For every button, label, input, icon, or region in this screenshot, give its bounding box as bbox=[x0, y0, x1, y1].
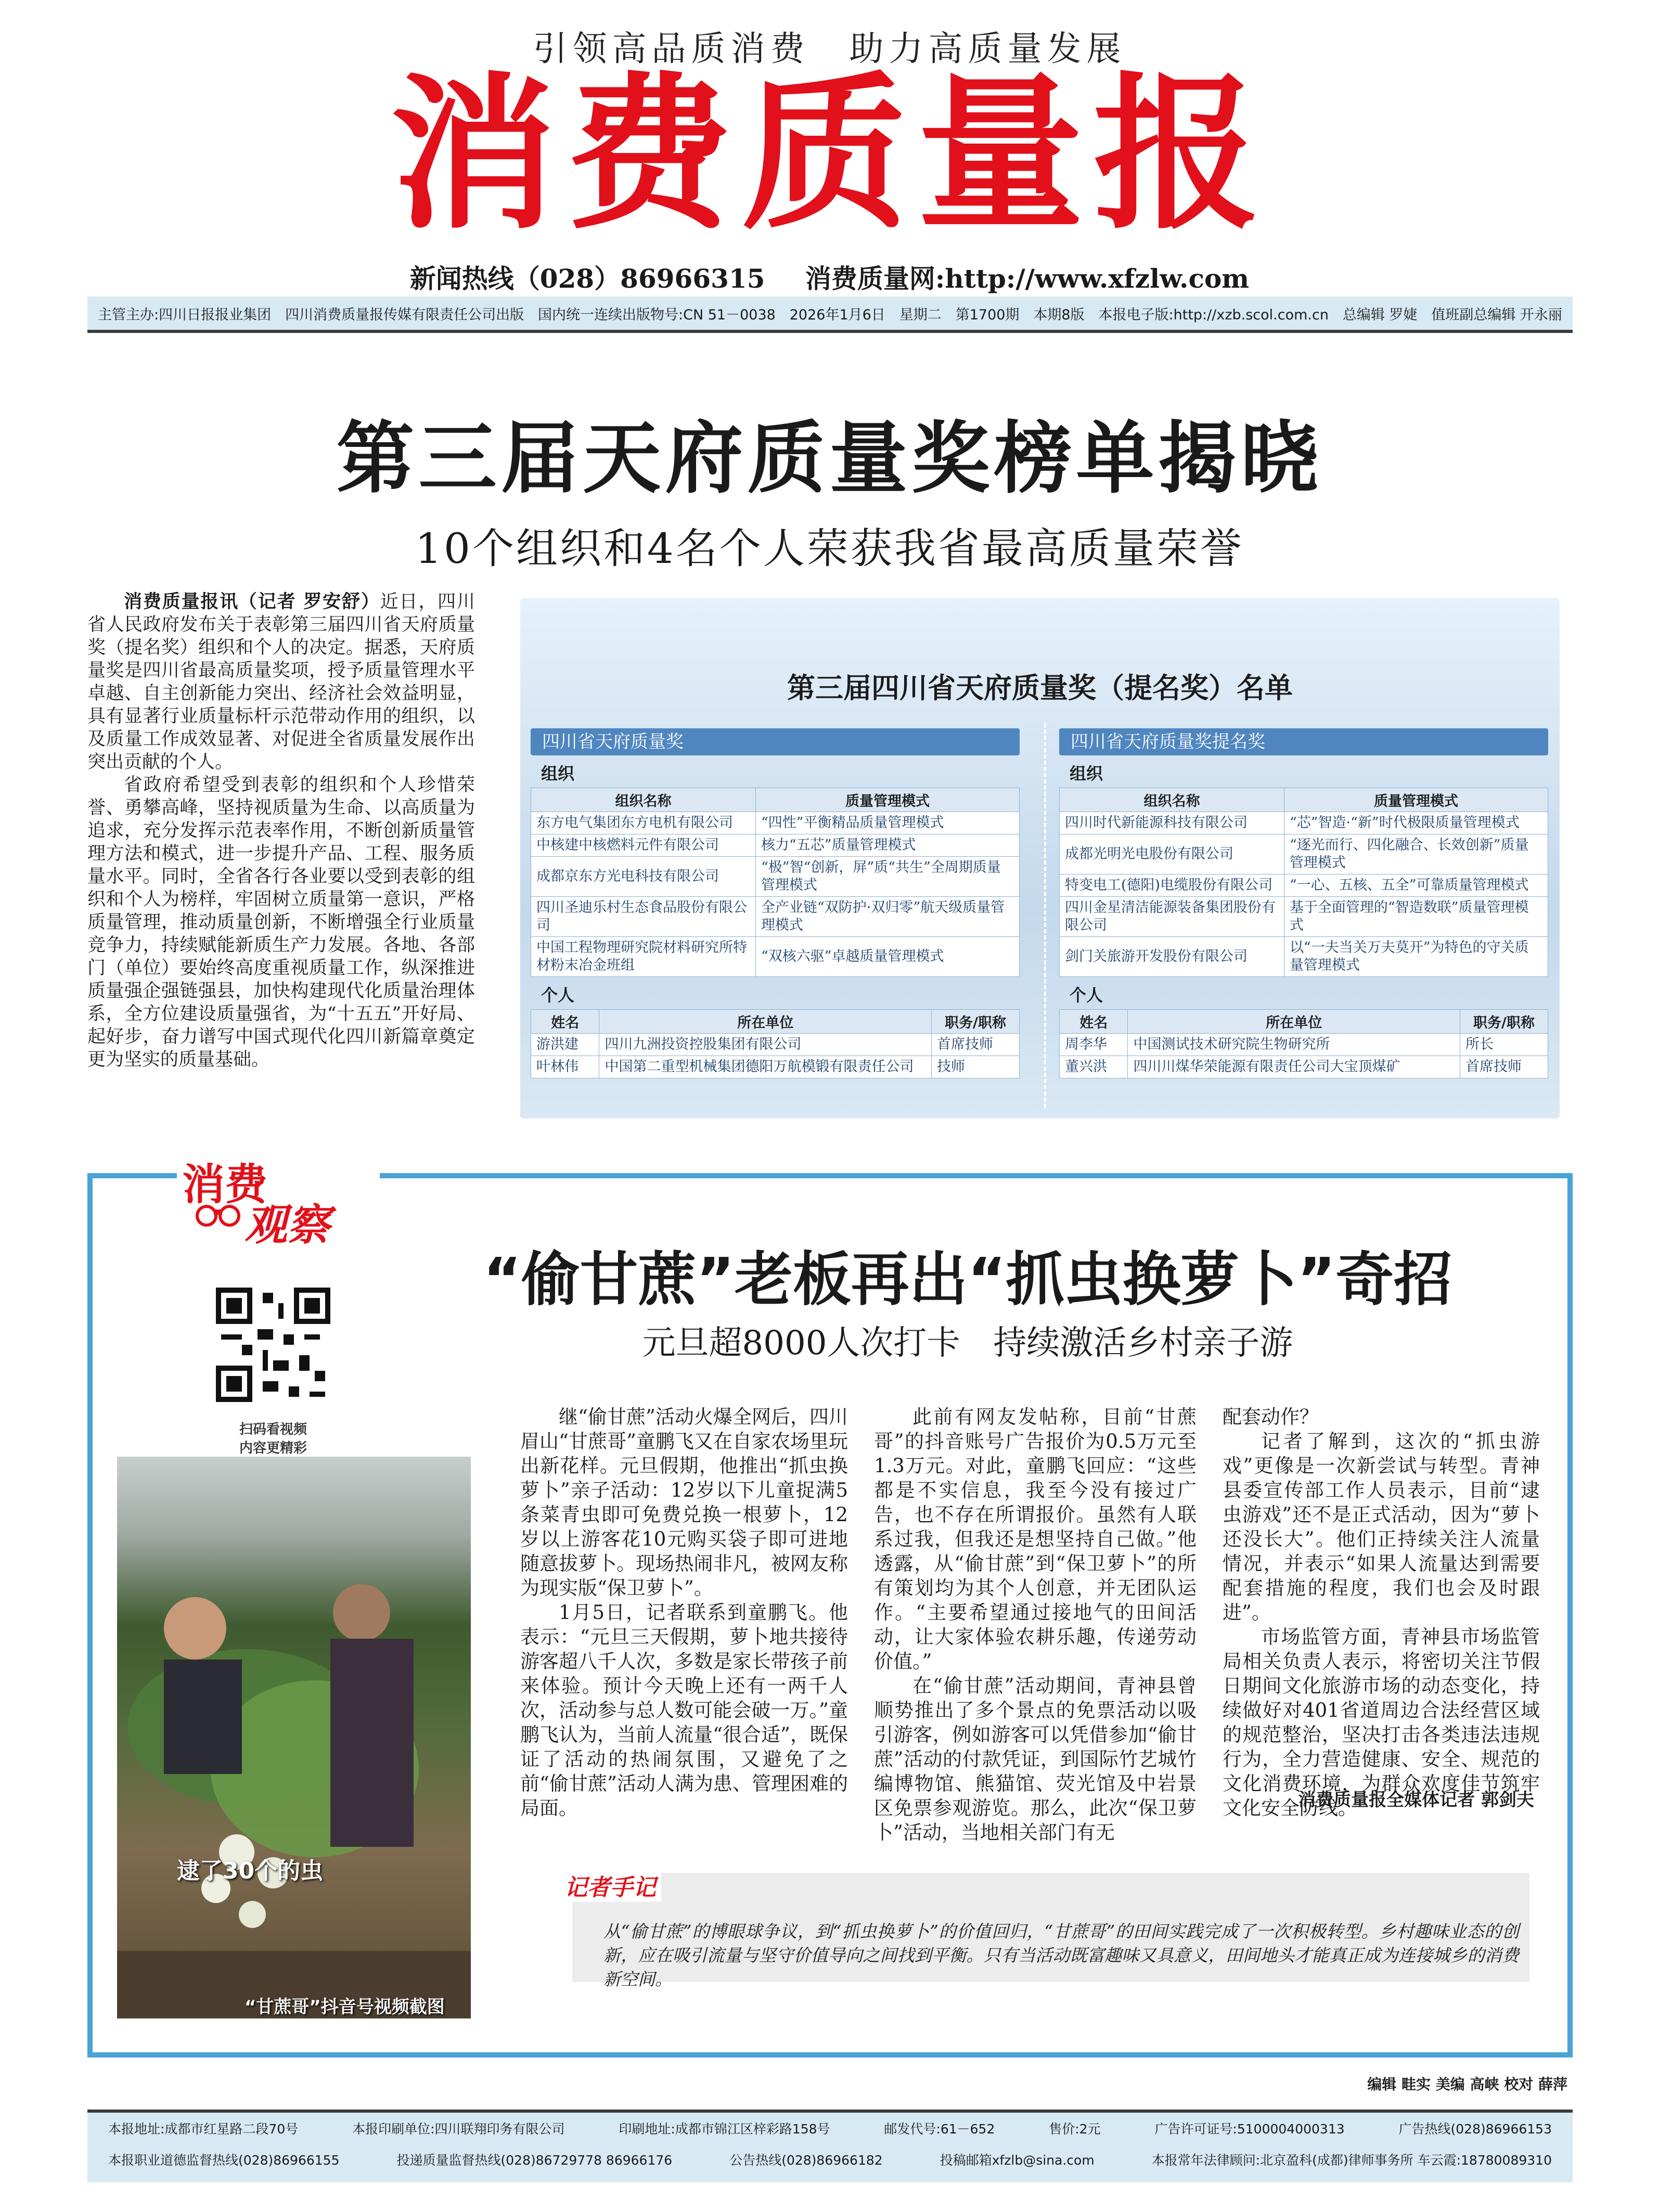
roster-title: 第三届四川省天府质量奖（提名奖）名单 bbox=[787, 671, 1293, 704]
org-name: 剑门关旅游开发股份有限公司 bbox=[1060, 937, 1284, 977]
org-mode: 全产业链“双防护·双归零”航天级质量管理模式 bbox=[755, 897, 1019, 937]
col-header: 职务/职称 bbox=[931, 1010, 1019, 1034]
person-unit: 四川川煤华荣能源有限责任公司大宝顶煤矿 bbox=[1128, 1056, 1460, 1078]
story2-column-2 bbox=[874, 1405, 1197, 1845]
roster-nomination-column bbox=[1059, 728, 1548, 1078]
story2-headline: “偷甘蔗”老板再出“抓虫换萝卜”奇招 bbox=[483, 1246, 1452, 1314]
org-label: 组织 bbox=[541, 764, 575, 783]
person-name: 董兴洪 bbox=[1060, 1056, 1128, 1078]
person-unit: 中国测试技术研究院生物研究所 bbox=[1128, 1034, 1460, 1056]
footer-row bbox=[87, 2144, 1573, 2175]
col-header: 姓名 bbox=[1060, 1010, 1128, 1034]
slogan: 引领高品质消费 助力高质量发展 bbox=[533, 29, 1126, 69]
story2-paragraph: 记者了解到，这次的“抓虫游戏”更像是一次新尝试与转型。青神县委宣传部工作人员表示，目前“逮虫游戏”还不是正式活动，因为“萝卜还没长大”。他们正持续关注人流量情况，并表示“如果人流量达到需要配套措施的程度，我们也会及时跟进”。 bbox=[1223, 1430, 1540, 1624]
roster-divider bbox=[1044, 723, 1046, 1108]
org-name: 特变电工(德阳)电缆股份有限公司 bbox=[1060, 874, 1284, 897]
footer-email[interactable]: 投稿邮箱xfzlb@sina.com bbox=[940, 2153, 1095, 2168]
reporter-notes-tag: 记者手记 bbox=[559, 1869, 661, 1902]
award-heading: 四川省天府质量奖 bbox=[531, 728, 1020, 755]
nomination-person-table bbox=[1059, 1009, 1548, 1078]
footer-legal-counsel: 本报常年法律顾问:北京盈科(成都)律师事务所 车云霞:18780089310 bbox=[1151, 2153, 1552, 2168]
org-name: 中国工程物理研究院材料研究所特材粉末冶金班组 bbox=[531, 937, 756, 977]
person-label: 个人 bbox=[1070, 985, 1103, 1005]
story1-subhead: 10个组织和4名个人荣获我省最高质量荣誉 bbox=[415, 524, 1244, 573]
col-header: 姓名 bbox=[531, 1010, 599, 1034]
footer-notice-hotline: 公告热线(028)86966182 bbox=[729, 2153, 883, 2168]
person-label: 个人 bbox=[541, 985, 575, 1005]
editor-credits: 编辑 畦实 美编 高峡 校对 薛萍 bbox=[1367, 2076, 1567, 2093]
org-name: 东方电气集团东方电机有限公司 bbox=[531, 812, 756, 834]
contact-row bbox=[0, 258, 1659, 295]
table-row bbox=[1060, 1034, 1548, 1056]
nomination-org-table bbox=[1059, 788, 1548, 977]
qr-caption-line: 扫码看视频 bbox=[239, 1422, 307, 1437]
photo-caption: “甘蔗哥”抖音号视频截图 bbox=[245, 1997, 445, 2017]
story2-column-3 bbox=[1223, 1405, 1540, 1820]
table-row bbox=[1060, 834, 1548, 874]
person-name: 叶林伟 bbox=[531, 1056, 599, 1078]
person-unit: 中国第二重型机械集团德阳万航模锻有限责任公司 bbox=[599, 1056, 932, 1078]
nomination-heading: 四川省天府质量奖提名奖 bbox=[1059, 728, 1548, 755]
org-mode: 基于全面管理的“智造数联”质量管理模式 bbox=[1284, 897, 1548, 937]
org-name: 中核建中核燃料元件有限公司 bbox=[531, 834, 756, 857]
award-org-table bbox=[531, 788, 1020, 977]
binoculars-icon bbox=[195, 1199, 242, 1236]
website[interactable]: 消费质量网:http://www.xfzlw.com bbox=[805, 263, 1250, 294]
table-row bbox=[531, 1034, 1020, 1056]
footer-address: 本报地址:成都市红星路二段70号 bbox=[108, 2121, 299, 2137]
person-title: 首席技师 bbox=[1460, 1056, 1548, 1078]
org-mode: “四性”平衡精品质量管理模式 bbox=[755, 812, 1019, 834]
table-row bbox=[1060, 937, 1548, 977]
issue-date: 2026年1月6日 星期二 bbox=[789, 306, 942, 323]
story2-paragraph: 配套动作？ bbox=[1223, 1406, 1319, 1428]
story2-paragraph: 市场监管方面，青神县市场监管局相关负责人表示，将密切关注节假日期间文化旅游市场的动态变化，持续做好对401省道周边合法经营区域的规范整治，坚决打击各类违法违规行为，全力营造健康、安全、规范的文化消费环境，为群众欢度佳节筑牢文化安全防线。 bbox=[1223, 1626, 1540, 1819]
person-title: 所长 bbox=[1460, 1034, 1548, 1056]
org-mode: “双核六驱”卓越质量管理模式 bbox=[755, 937, 1019, 977]
story2-paragraph: 1月5日，记者联系到童鹏飞。他表示：“元旦三天假期，萝卜地共接待游客超八千人次，多数是家长带孩子前来体验。预计今天晚上还有一两千人次，活动参与总人数可能会破一万。”童鹏飞认为，当前人流量“很合适”，既保证了活动的热闹氛围，又避免了之前“偷甘蔗”活动人满为患、管理困难的局面。 bbox=[520, 1601, 848, 1819]
col-header: 组织名称 bbox=[1060, 788, 1284, 812]
footer-printer: 本报印刷单位:四川联翔印务有限公司 bbox=[352, 2121, 565, 2137]
table-row bbox=[1060, 897, 1548, 937]
org-name: 成都光明光电股份有限公司 bbox=[1060, 834, 1284, 874]
table-row bbox=[531, 897, 1020, 937]
newspaper-title: 消费质量报 bbox=[390, 58, 1269, 252]
footer-price: 售价:2元 bbox=[1049, 2121, 1101, 2137]
table-row bbox=[531, 812, 1020, 834]
org-mode: “芯”智造·“新”时代极限质量管理模式 bbox=[1284, 812, 1548, 834]
table-row bbox=[531, 1056, 1020, 1078]
column-tag-bottom: 观察 bbox=[245, 1200, 330, 1250]
story2-subhead: 元旦超8000人次打卡 持续激活乡村亲子游 bbox=[642, 1324, 1293, 1362]
footer-ad-license: 广告许可证号:5100004000313 bbox=[1154, 2121, 1345, 2137]
col-header: 职务/职称 bbox=[1460, 1010, 1548, 1034]
footer-ethics-hotline: 本报职业道德监督热线(028)86966155 bbox=[108, 2153, 340, 2168]
person-name: 周李华 bbox=[1060, 1034, 1128, 1056]
video-bubble-text: 逮了30个的虫 bbox=[177, 1858, 324, 1884]
col-header: 组织名称 bbox=[531, 788, 756, 812]
story2-paragraph: 在“偷甘蔗”活动期间，青神县曾顺势推出了多个景点的免票活动以吸引游客，例如游客可以凭借参加“偷甘蔗”活动的付款凭证，到国际竹艺城竹编博物馆、熊猫馆、荧光馆及中岩景区免票参观游览。那么，此次“保卫萝卜”活动，当地相关部门有无 bbox=[874, 1675, 1197, 1844]
sponsor-info: 主管主办:四川日报报业集团 四川消费质量报传媒有限责任公司出版 bbox=[98, 306, 524, 323]
org-mode: 以“一夫当关万夫莫开”为特色的守关质量管理模式 bbox=[1284, 937, 1548, 977]
qr-caption bbox=[198, 1420, 349, 1458]
news-hotline: 新闻热线（028）86966315 bbox=[409, 263, 765, 294]
org-mode: “一心、五核、五全”可靠质量管理模式 bbox=[1284, 874, 1548, 897]
table-row bbox=[531, 857, 1020, 897]
story2-paragraph: 此前有网友发帖称，目前“甘蔗哥”的抖音账号广告报价为0.5万元至1.3万元。对此，童鹏飞回应：“这些都是不实信息，我至今没有接过广告，也不存在所谓报价。虽然有人联系过我，但我还是想坚持自己做。”他透露，从“偷甘蔗”到“保卫萝卜”的所有策划均为其个人创意，并无团队运作。“主要希望通过接地气的田间活动，让大家体验农耕乐趣，传递劳动价值。” bbox=[874, 1406, 1197, 1673]
org-label: 组织 bbox=[1070, 764, 1103, 783]
story2-column-1 bbox=[520, 1405, 848, 1820]
col-header: 质量管理模式 bbox=[1284, 788, 1548, 812]
cn-number: 国内统一连续出版物号:CN 51－0038 bbox=[538, 306, 776, 323]
org-name: 四川圣迪乐村生态食品股份有限公司 bbox=[531, 897, 756, 937]
table-row bbox=[531, 937, 1020, 977]
issue-number: 第1700期 本期8版 bbox=[955, 306, 1085, 323]
video-screenshot-photo bbox=[117, 1457, 471, 2018]
footer-delivery-hotline: 投递质量监督热线(028)86729778 86966176 bbox=[396, 2153, 673, 2168]
col-header: 所在单位 bbox=[1128, 1010, 1460, 1034]
story1-paragraph: 消费质量报讯（记者 罗安舒）近日，四川省人民政府发布关于表彰第三届四川省天府质量奖（提名奖）组织和个人的决定。据悉，天府质量奖是四川省最高质量奖项，授予质量管理水平卓越、自主创新能力突出、经济社会效益明显，具有显著行业质量标杆示范带动作用的组织，以及质量工作成效显著、对促进全省质量发展作出突出贡献的个人。 bbox=[87, 591, 475, 773]
footer-row bbox=[87, 2113, 1573, 2144]
award-roster-panel bbox=[520, 598, 1560, 1118]
org-name: 四川时代新能源科技有限公司 bbox=[1060, 812, 1284, 834]
column-tag-top: 消费 bbox=[182, 1160, 268, 1210]
qr-caption-line: 内容更精彩 bbox=[239, 1441, 307, 1456]
story2-byline: 消费质量报全媒体记者 郭剑夫 bbox=[1298, 1790, 1534, 1810]
qr-code[interactable] bbox=[211, 1282, 336, 1407]
duty-editor: 值班副总编辑 开永丽 bbox=[1431, 306, 1562, 323]
org-name: 四川金星清洁能源装备集团股份有限公司 bbox=[1060, 897, 1284, 937]
col-header: 所在单位 bbox=[599, 1010, 932, 1034]
person-unit: 四川九洲投资控股集团有限公司 bbox=[599, 1034, 932, 1056]
story1-paragraph: 省政府希望受到表彰的组织和个人珍惜荣誉、勇攀高峰，坚持视质量为生命、以高质量为追求，充分发挥示范表率作用，不断创新质量管理方法和模式，进一步提升产品、工程、服务质量水平。同时，全省各行各业要以受到表彰的组织和个人为榜样，牢固树立质量第一意识，严格质量管理，推动质量创新，不断增强全行业质量竞争力，持续赋能新质生产力发展。各地、各部门（单位）要始终高度重视质量工作，纵深推进质量强企强链强县，加快构建现代化质量治理体系，全方位建设质量强省，为“十五五”开好局、起好步，奋力谱写中国式现代化四川新篇章奠定更为坚实的质量基础。 bbox=[87, 775, 475, 1070]
table-row bbox=[1060, 812, 1548, 834]
footer-ad-hotline: 广告热线(028)86966153 bbox=[1398, 2121, 1552, 2137]
story1-body bbox=[87, 590, 475, 1071]
award-person-table bbox=[531, 1009, 1020, 1078]
table-row bbox=[531, 834, 1020, 857]
story1-headline: 第三届天府质量奖榜单揭晓 bbox=[336, 414, 1323, 504]
person-name: 游洪建 bbox=[531, 1034, 599, 1056]
table-row bbox=[1060, 874, 1548, 897]
story2-paragraph: 继“偷甘蔗”活动火爆全网后，四川眉山“甘蔗哥”童鹏飞又在自家农场里玩出新花样。元旦假期，他推出“抓虫换萝卜”亲子活动：12岁以下儿童捉满5条菜青虫即可免费兑换一根萝卜，12岁以上游客花10元购买袋子即可进地随意拔萝卜。现场热闹非凡，被网友称为现实版“保卫萝卜”。 bbox=[520, 1406, 848, 1599]
table-row bbox=[1060, 1056, 1548, 1078]
org-name: 成都京东方光电科技有限公司 bbox=[531, 857, 756, 897]
footer-postal-code: 邮发代号:61－652 bbox=[884, 2121, 995, 2137]
chief-editor: 总编辑 罗婕 bbox=[1342, 306, 1418, 323]
org-mode: “极”智“创新，屏”质“共生”全周期质量管理模式 bbox=[755, 857, 1019, 897]
person-title: 技师 bbox=[931, 1056, 1019, 1078]
col-header: 质量管理模式 bbox=[755, 788, 1019, 812]
epaper-link[interactable]: 本报电子版:http://xzb.scol.com.cn bbox=[1098, 306, 1329, 323]
publication-info-bar bbox=[87, 297, 1573, 333]
footer-bar bbox=[87, 2110, 1573, 2182]
person-title: 首席技师 bbox=[931, 1034, 1019, 1056]
story1-byline: 消费质量报讯（记者 罗安舒） bbox=[124, 591, 380, 612]
reporter-notes-text: 从“偷甘蔗”的博眼球争议，到“抓虫换萝卜”的价值回归，“甘蔗哥”的田间实践完成了一次积极转型。乡村趣味业态的创新，应在吸引流量与坚守价值导向之间找到平衡。只有当活动既富趣味又具意义，田间地头才能真正成为连接城乡的消费新空间。 bbox=[603, 1921, 1519, 1989]
org-mode: 核力“五芯”质量管理模式 bbox=[755, 834, 1019, 857]
org-mode: “逐光而行、四化融合、长效创新”质量管理模式 bbox=[1284, 834, 1548, 874]
roster-award-column bbox=[531, 728, 1020, 1078]
footer-print-address: 印刷地址:成都市锦江区梓彩路158号 bbox=[619, 2121, 830, 2137]
